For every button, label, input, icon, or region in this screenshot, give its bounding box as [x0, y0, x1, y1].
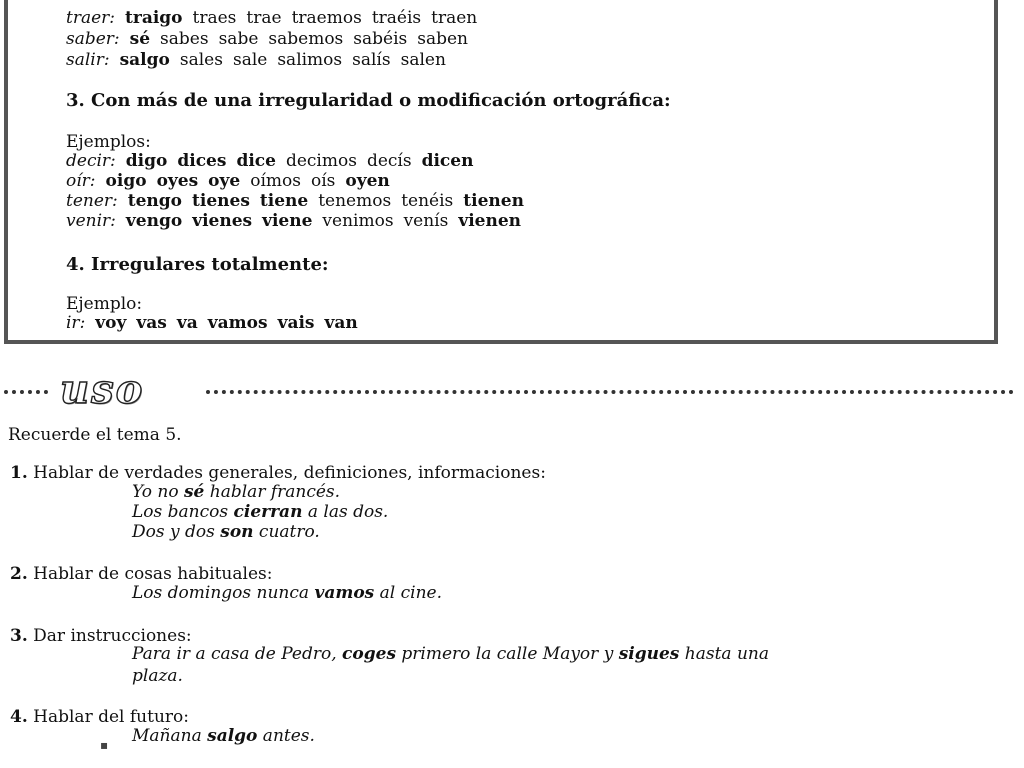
uso-title: uso	[60, 366, 145, 413]
verb-infinitive: salir:	[66, 50, 110, 70]
irregular-form: tengo	[127, 191, 183, 211]
irregular-form: vas	[136, 313, 167, 333]
irregular-form: tiene	[259, 191, 309, 211]
irregular-form: vais	[277, 313, 315, 333]
irregular-form: digo	[125, 151, 168, 171]
verb-row-traer	[66, 8, 487, 28]
item-text: Dar instrucciones:	[33, 626, 192, 646]
example-line	[132, 522, 320, 542]
example-text: hasta una	[679, 644, 769, 664]
irregular-form: dicen	[421, 151, 474, 171]
verb-infinitive: decir:	[66, 151, 116, 171]
section-heading-3: 3. Con más de una irregularidad o modificación ortográfica:	[66, 90, 671, 111]
irregular-form: oyen	[345, 171, 390, 191]
regular-form: traemos	[291, 8, 362, 28]
example-line	[132, 482, 340, 502]
example-line	[132, 583, 442, 603]
verb-row-salir	[66, 50, 456, 70]
irregular-form: vamos	[207, 313, 268, 333]
verb-row-tener	[66, 191, 534, 211]
regular-form: traéis	[371, 8, 422, 28]
example-text: antes.	[257, 726, 315, 746]
example-text: Para ir a casa de Pedro,	[132, 644, 343, 664]
irregular-form: dices	[177, 151, 227, 171]
example-line	[132, 644, 769, 664]
irregular-form: oigo	[105, 171, 147, 191]
item-text: Hablar de cosas habituales:	[33, 564, 273, 584]
regular-form: sale	[232, 50, 268, 70]
regular-form: sabe	[218, 29, 259, 49]
regular-form: oímos	[250, 171, 301, 191]
example-line	[132, 502, 388, 522]
regular-form: trae	[246, 8, 282, 28]
irregular-form: vengo	[125, 211, 183, 231]
irregular-form: tienes	[192, 191, 250, 211]
highlighted-verb: sé	[183, 482, 205, 502]
verb-infinitive: ir:	[66, 313, 86, 333]
verb-infinitive: saber:	[66, 29, 120, 49]
dotted-rule-right	[206, 376, 1014, 394]
uso-item-1	[10, 463, 546, 483]
regular-form: tenemos	[318, 191, 392, 211]
regular-form: sales	[179, 50, 223, 70]
verb-infinitive: tener:	[66, 191, 118, 211]
item-number: 4.	[10, 707, 28, 727]
ejemplos-label: Ejemplos:	[66, 132, 151, 152]
example-text: cuatro.	[253, 522, 320, 542]
regular-form: traes	[192, 8, 237, 28]
highlighted-verb: son	[220, 522, 254, 542]
irregular-form: vienen	[458, 211, 522, 231]
item-text: Hablar del futuro:	[33, 707, 189, 727]
verb-infinitive: oír:	[66, 171, 96, 191]
uso-item-2	[10, 564, 272, 584]
irregular-form: vienes	[192, 211, 253, 231]
example-text: Los domingos nunca	[132, 583, 315, 603]
regular-form: traen	[431, 8, 478, 28]
intro-text: Recuerde el tema 5.	[8, 425, 182, 445]
irregular-form: salgo	[119, 50, 170, 70]
highlighted-verb: cierran	[233, 502, 303, 522]
example-text: hablar francés.	[204, 482, 341, 502]
regular-form: sabéis	[353, 29, 408, 49]
example-text: Los bancos	[132, 502, 234, 522]
irregular-form: van	[324, 313, 358, 333]
regular-form: salís	[352, 50, 391, 70]
regular-form: oís	[310, 171, 336, 191]
highlighted-verb: sigues	[618, 644, 680, 664]
item-number: 2.	[10, 564, 28, 584]
verb-row-venir	[66, 211, 531, 231]
example-text: Mañana	[132, 726, 208, 746]
regular-form: venimos	[322, 211, 394, 231]
highlighted-verb: salgo	[207, 726, 258, 746]
irregular-form: oye	[208, 171, 241, 191]
regular-form: venís	[403, 211, 449, 231]
example-text: Yo no	[132, 482, 184, 502]
verb-row-decir	[66, 151, 483, 171]
ejemplo-label: Ejemplo:	[66, 294, 143, 314]
irregular-form: tienen	[463, 191, 524, 211]
item-number: 1.	[10, 463, 28, 483]
uso-header	[0, 366, 1024, 413]
irregular-form: oyes	[156, 171, 199, 191]
regular-form: sabemos	[268, 29, 344, 49]
highlighted-verb: vamos	[314, 583, 375, 603]
irregular-form: dice	[236, 151, 276, 171]
irregular-form: va	[176, 313, 198, 333]
regular-form: salimos	[277, 50, 343, 70]
section-heading-4: 4. Irregulares totalmente:	[66, 254, 329, 275]
example-line	[132, 666, 183, 686]
example-text: primero la calle Mayor y	[396, 644, 619, 664]
irregular-form: voy	[95, 313, 127, 333]
uso-item-3	[10, 626, 192, 646]
example-text: a las dos.	[302, 502, 389, 522]
highlighted-verb: coges	[342, 644, 397, 664]
example-text: al cine.	[374, 583, 442, 603]
example-line	[132, 726, 315, 746]
regular-form: salen	[400, 50, 446, 70]
dotted-rule-left	[4, 376, 48, 394]
regular-form: tenéis	[401, 191, 454, 211]
irregular-form: viene	[262, 211, 313, 231]
uso-item-4	[10, 707, 189, 727]
item-number: 3.	[10, 626, 28, 646]
verb-infinitive: venir:	[66, 211, 116, 231]
verb-row-oir	[66, 171, 400, 191]
irregular-form: traigo	[125, 8, 183, 28]
verb-row-saber	[66, 29, 478, 49]
verb-infinitive: traer:	[66, 8, 116, 28]
irregular-form: sé	[129, 29, 151, 49]
example-text: plaza.	[132, 666, 183, 686]
example-text: Dos y dos	[132, 522, 221, 542]
regular-form: saben	[417, 29, 469, 49]
item-text: Hablar de verdades generales, definiciones, informaciones:	[33, 463, 546, 483]
regular-form: sabes	[160, 29, 209, 49]
regular-form: decimos	[285, 151, 357, 171]
regular-form: decís	[366, 151, 412, 171]
stray-mark-icon: ▪	[100, 738, 109, 752]
verb-row-ir	[66, 313, 368, 333]
